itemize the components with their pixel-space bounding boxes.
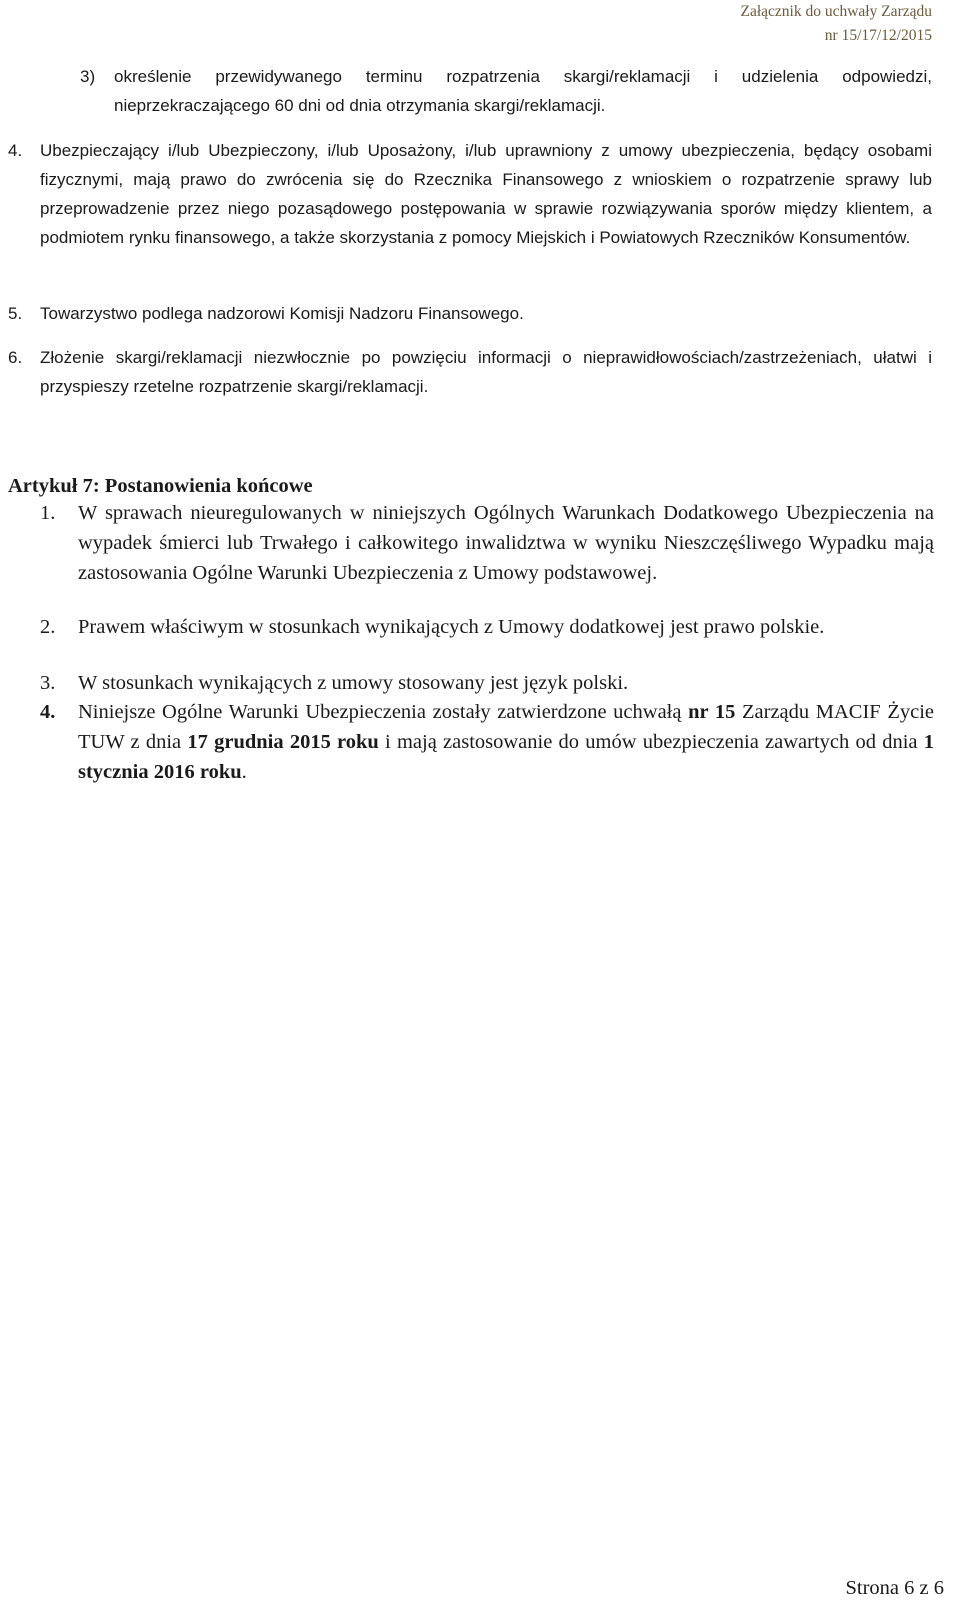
list-item-text: Ubezpieczający i/lub Ubezpieczony, i/lub Uposażony, i/lub uprawniony z umowy ubezpieczenia, będący osobami fizycznymi, mają prawo do zwrócenia się do Rzecznika Finansowego z wnioskiem o rozpatrzenie sprawy lub przeprowadzenie przez niego pozasądowego postępowania w sprawie rozwiązywania sporów między klientem, a podmiotem rynku finansowego, a także skorzystania z pomocy Miejskich i Powiatowych Rzeczników Konsumentów. xyxy=(40,141,932,247)
article-item-2 xyxy=(0,612,960,642)
article-item-number: 3. xyxy=(40,672,56,694)
list-item-number: 4. xyxy=(8,141,23,160)
approval-text-part1: Niniejsze Ogólne Warunki Ubezpieczenia zostały zatwierdzone uchwałą xyxy=(78,701,689,723)
list-item-number: 6. xyxy=(8,348,23,367)
list-item-6 xyxy=(0,343,960,401)
article-item-4 xyxy=(0,697,960,787)
approval-text-part2: Zarządu MACIF Życie TUW z dnia xyxy=(78,701,934,753)
article-item-text xyxy=(78,697,934,787)
approval-date-bold: 17 grudnia 2015 roku xyxy=(187,731,379,753)
document-header xyxy=(740,0,932,48)
list-item-3 xyxy=(0,62,960,120)
list-item-text: Towarzystwo podlega nadzorowi Komisji Nadzoru Finansowego. xyxy=(40,304,524,323)
header-attachment-label: Załącznik do uchwały Zarządu xyxy=(740,3,932,20)
page-number: Strona 6 z 6 xyxy=(845,1577,944,1599)
header-resolution-number: nr 15/17/12/2015 xyxy=(824,27,932,44)
article-item-number: 1. xyxy=(40,502,56,524)
list-item-text: określenie przewidywanego terminu rozpatrzenia skargi/reklamacji i udzielenia odpowiedzi, nieprzekraczającego 60 dni od dnia otrzymania skargi/reklamacji. xyxy=(114,67,932,115)
article-item-1 xyxy=(0,498,960,588)
list-item-number: 3) xyxy=(80,67,96,86)
list-item-4 xyxy=(0,136,960,252)
list-item-text: Złożenie skargi/reklamacji niezwłocznie po powzięciu informacji o nieprawidłowościach/zastrzeżeniach, ułatwi i przyspieszy rzetelne rozpatrzenie skargi/reklamacji. xyxy=(40,348,932,396)
article-item-text: Prawem właściwym w stosunkach wynikających z Umowy dodatkowej jest prawo polskie. xyxy=(78,616,825,638)
article-item-text: W stosunkach wynikających z umowy stosowany jest język polski. xyxy=(78,672,629,694)
article-heading: Artykuł 7: Postanowienia końcowe xyxy=(8,475,313,497)
effective-date-bold: 1 stycznia 2016 roku xyxy=(78,731,934,783)
article-item-text: W sprawach nieuregulowanych w niniejszych Ogólnych Warunkach Dodatkowego Ubezpieczenia na wypadek śmierci lub Trwałego i całkowitego inwalidztwa w wyniku Nieszczęśliwego Wypadku mają zastosowania Ogólne Warunki Ubezpieczenia z Umowy podstawowej. xyxy=(78,502,934,584)
list-item-5 xyxy=(0,299,960,328)
article-item-number: 2. xyxy=(40,616,56,638)
article-item-number: 4. xyxy=(40,701,56,723)
article-item-3 xyxy=(0,668,960,698)
resolution-number-bold: nr 15 xyxy=(688,701,736,723)
approval-text-part4: . xyxy=(241,761,247,783)
list-item-number: 5. xyxy=(8,304,23,323)
approval-text-part3: i mają zastosowanie do umów ubezpieczenia zawartych od dnia xyxy=(378,731,924,753)
